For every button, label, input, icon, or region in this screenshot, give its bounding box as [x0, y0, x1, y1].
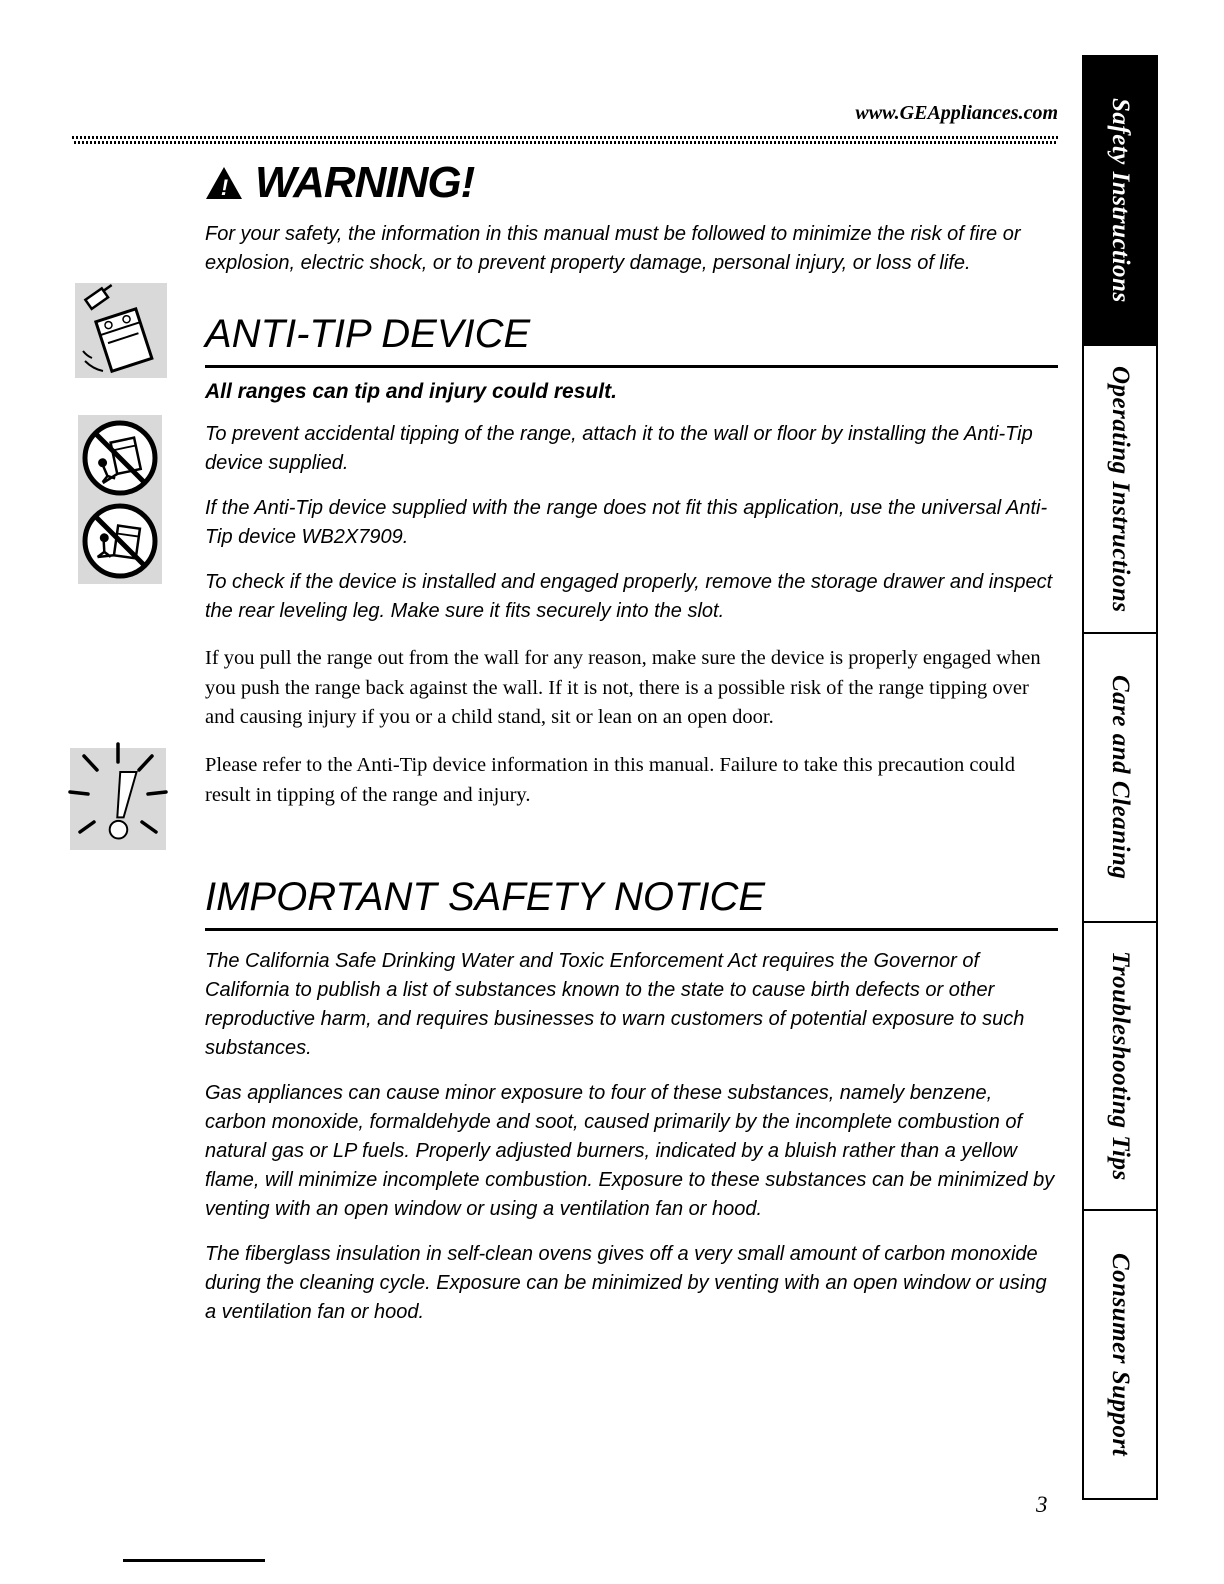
safety-notice-paragraph: The fiberglass insulation in self-clean ovens gives off a very small amount of carbon monoxide during the cleaning cycle. Exposure can be minimized by venting with an open window or using a ventilation fan or hood. — [205, 1242, 1047, 1323]
warning-triangle-icon — [205, 166, 243, 200]
chapter-tabs — [1082, 55, 1158, 1500]
page-number: 3 — [1036, 1492, 1048, 1517]
anti-tip-paragraph: To prevent accidental tipping of the range, attach it to the wall or floor by installing the Anti-Tip device supplied. — [205, 423, 1033, 474]
no-climb-icon — [78, 415, 162, 501]
tab-consumer-support — [1082, 1209, 1158, 1500]
anti-tip-section — [205, 312, 1058, 811]
tab-care-and-cleaning — [1082, 632, 1158, 923]
warning-section — [205, 158, 1058, 278]
warning-heading — [205, 158, 1058, 208]
tab-troubleshooting-tips — [1082, 921, 1158, 1212]
tab-label: Operating Instructions — [1107, 365, 1134, 613]
safety-notice-paragraph: Gas appliances can cause minor exposure to four of these substances, namely benzene, carbon monoxide, formaldehyde and soot, caused primarily by the incomplete combustion of natural gas or LP fuels. Properly adjusted burners, indicated by a bluish rather than a yellow flame, will minimize incomplete combustion. Exposure to these substances can be minimized by venting with an open window or using a ventilation fan or hood. — [205, 1081, 1055, 1220]
svg-text:!: ! — [103, 750, 141, 857]
warning-body-text: For your safety, the information in this manual must be followed to minimize the risk of fire or explosion, electric shock, or to prevent property damage, personal injury, or loss of life. — [205, 223, 1021, 274]
safety-notice-section — [205, 875, 1058, 1327]
anti-tip-subtitle: All ranges can tip and injury could result. — [205, 380, 617, 403]
tab-label: Consumer Support — [1107, 1253, 1134, 1457]
registration-mark — [123, 1559, 265, 1562]
website-url: www.GEAppliances.com — [855, 102, 1058, 124]
safety-notice-paragraph: The California Safe Drinking Water and Toxic Enforcement Act requires the Governor of California to publish a list of substances known to the state to cause birth defects or other reproductive harm, and requires businesses to warn customers of potential exposure to such substances. — [205, 949, 1025, 1059]
warning-title-text: WARNING! — [255, 158, 475, 207]
tab-label: Care and Cleaning — [1107, 675, 1134, 880]
alert-exclamation-icon — [62, 740, 174, 858]
content-column — [205, 158, 1058, 1327]
anti-tip-paragraph: If the Anti-Tip device supplied with the range does not fit this application, use the universal Anti-Tip device WB2X7909. — [205, 497, 1048, 548]
tab-safety-instructions — [1082, 55, 1158, 346]
tab-label: Safety Instructions — [1107, 97, 1134, 303]
no-climb-icon — [78, 498, 162, 584]
anti-tip-paragraph: Please refer to the Anti-Tip device information in this manual. Failure to take this precaution could result in tipping of the range and injury. — [205, 754, 1015, 806]
svg-text:!: ! — [220, 175, 228, 200]
anti-tip-paragraph: To check if the device is installed and engaged properly, remove the storage drawer and inspect the rear leveling leg. Make sure it fits securely into the slot. — [205, 571, 1053, 622]
range-tip-icon — [75, 283, 167, 378]
anti-tip-paragraph: If you pull the range out from the wall for any reason, make sure the device is properly engaged when you push the range back against the wall. If it is not, there is a possible risk of the range tipping over and causing injury if you or a child stand, sit or lean on an open door. — [205, 647, 1041, 729]
tab-label: Troubleshooting Tips — [1107, 951, 1134, 1181]
safety-notice-heading: IMPORTANT SAFETY NOTICE — [205, 875, 1058, 931]
tab-operating-instructions — [1082, 344, 1158, 635]
anti-tip-heading: ANTI-TIP DEVICE — [205, 312, 1058, 368]
header-divider — [72, 136, 1058, 144]
